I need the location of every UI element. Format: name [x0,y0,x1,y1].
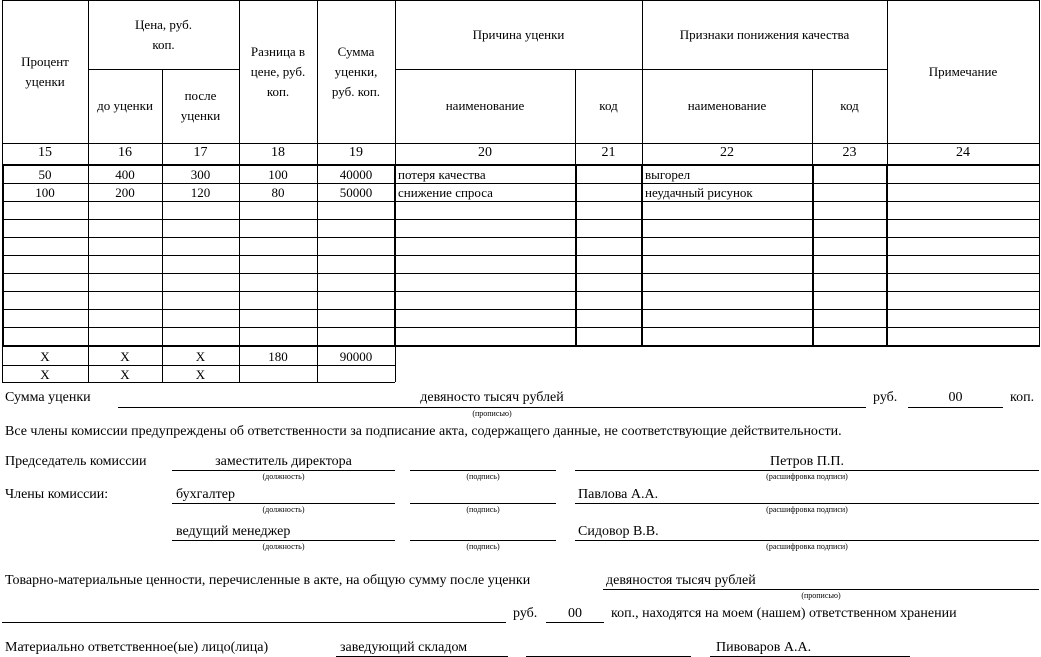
decode-hint: (расшифровка подписи) [766,505,848,514]
goods-kop-value: 00 [568,606,582,621]
header-quality: Признаки понижения качества [679,26,850,42]
col-number: 17 [193,145,208,160]
kop-value: 00 [948,390,963,405]
goods-hint: (прописью) [801,591,841,600]
kop-label: коп. [1010,390,1035,405]
cell-percent: 100 [35,185,55,200]
goods-label: Товарно-материальные ценности, перечисленные в акте, на общую сумму после уценки [5,573,531,588]
cell-after: 300 [190,167,211,182]
cell-reason: потеря качества [398,167,486,182]
col-number: 15 [38,145,52,160]
chair-name: Петров П.П. [770,454,844,469]
decode-hint: (расшифровка подписи) [766,472,848,481]
cell-before: 400 [115,167,135,182]
cell-quality: неудачный рисунок [645,185,753,200]
signature-hint: (подпись) [466,542,500,551]
responsible-label: Материально ответственное(ые) лицо(лица) [5,640,269,655]
goods-tail: коп., находятся на моем (нашем) ответственном хранении [611,606,957,621]
header-note: Примечание [928,63,998,79]
col-number: 21 [601,145,616,160]
header-reason-code: код [599,98,618,113]
header-quality-code: код [840,98,859,113]
member-name: Павлова А.А. [578,487,659,502]
responsible-name: Пивоваров А.А. [716,640,812,655]
col-number: 16 [118,145,132,160]
cell-diff: 80 [271,185,285,200]
total-diff: 180 [268,349,288,364]
sum-hint: (прописью) [472,409,512,418]
col-number: 24 [956,145,970,160]
cell-before: 200 [115,185,135,200]
cell-after: 120 [190,185,211,200]
responsible-position: заведующий складом [340,640,468,655]
position-hint: (должность) [262,472,305,481]
header-sum: Сумма уценки, руб. коп. [331,43,381,99]
cell-sum: 40000 [339,167,373,182]
total-sum: 90000 [339,349,373,364]
decode-hint: (расшифровка подписи) [766,542,848,551]
cell-quality: выгорел [645,167,691,182]
chair-position: заместитель директора [215,454,352,469]
header-diff: Разница в цене, руб. коп. [250,43,306,99]
signature-hint: (подпись) [466,472,500,481]
total-x: Х [40,349,50,364]
col-number: 18 [271,145,285,160]
cell-sum: 50000 [339,185,373,200]
total-x: Х [195,367,206,382]
header-reason-name: наименование [445,98,525,113]
sum-value: девяносто тысяч рублей [420,390,564,405]
total-x: Х [195,349,206,364]
header-price: Цена, руб. коп. [135,16,192,52]
header-quality-name: наименование [687,98,767,113]
goods-rub: руб. [513,606,538,621]
col-number: 23 [842,145,857,160]
total-x: Х [40,367,50,382]
warning-text: Все члены комиссии предупреждены об ответственности за подписание акта, содержащего данные, не соответствующие действительности. [5,424,842,439]
header-before: до уценки [97,98,153,113]
members-label: Члены комиссии: [5,487,109,502]
rub-label: руб. [873,390,898,405]
col-number: 20 [478,145,492,160]
signature-hint: (подпись) [466,505,500,514]
member-position: ведущий менеджер [176,524,291,539]
sum-label: Сумма уценки [5,390,91,405]
col-number: 22 [720,145,734,160]
cell-diff: 100 [268,167,288,182]
cell-reason: снижение спроса [398,185,493,200]
cell-percent: 50 [38,167,52,182]
header-reason: Причина уценки [472,26,565,42]
total-x: Х [120,349,130,364]
total-x: Х [120,367,130,382]
position-hint: (должность) [262,542,305,551]
header-after: после уценки [180,88,221,123]
member-name: Сидовор В.В. [578,524,659,539]
col-number: 19 [349,145,363,160]
goods-value: девяностоя тысяч рублей [606,573,756,588]
position-hint: (должность) [262,505,305,514]
chair-label: Председатель комиссии [5,454,147,469]
member-position: бухгалтер [176,487,235,502]
header-percent: Процент уценки [21,53,69,89]
